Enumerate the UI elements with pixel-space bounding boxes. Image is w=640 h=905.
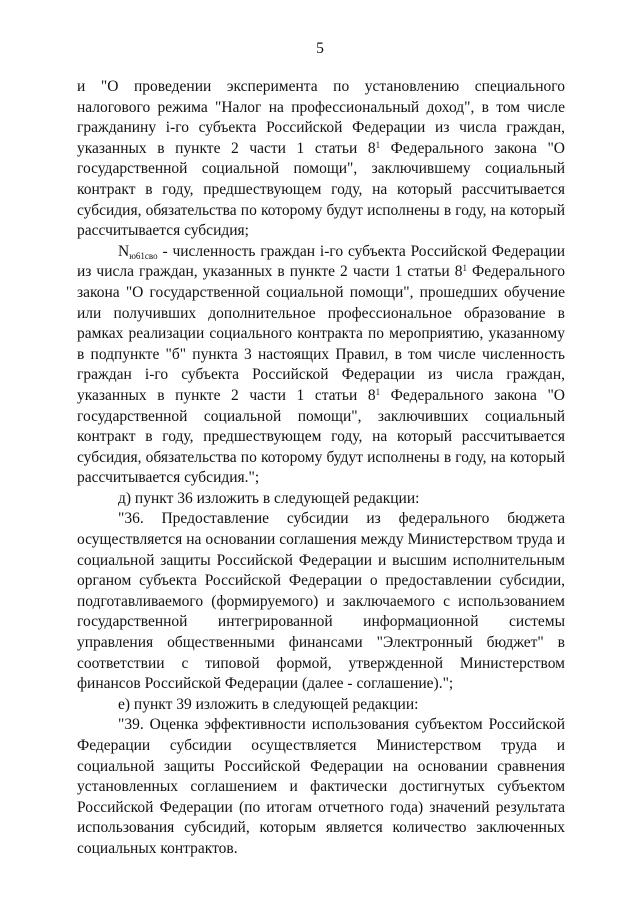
paragraph-text: и "О проведении эксперимента по установлению специального налогового режима "Налог на профессиональный доход", в том числе гражданину i-го субъекта Российской Федерации из числа граждан, указанных в пункте 2 части 1 статьи 8 <box>77 78 565 157</box>
document-body <box>77 77 565 860</box>
superscript: 1 <box>375 386 381 397</box>
paragraph-point-39: "39. Оценка эффективности использования субъектом Российской Федерации субсидии осуществляется Министерством труда и социальной защиты Российской Федерации на основании сравнения установленных соглашением и фактически достигнутых субъектом Российской Федерации (по итогам отчетного года) значений результата использования субсидий, которым является количество заключенных социальных контрактов. <box>77 716 565 857</box>
superscript: 1 <box>462 263 467 274</box>
paragraph-law-reference <box>77 77 565 242</box>
paragraph-point-36: "36. Предоставление субсидии из федерального бюджета осуществляется на основании соглашения между Министерством труда и социальной защиты Российской Федерации и высшим исполнительным органом субъекта Российской Федерации о предоставлении субсидии, подготавливаемого (формируемого) и заключаемого с использованием государственной интегрированной информационной системы управления общественными финансами "Электронный бюджет" в соответствии с типовой формой, утвержденной Министерством финансов Российской Федерации (далее - соглашение)."; <box>77 510 565 693</box>
variable-symbol: N <box>118 242 130 260</box>
paragraph-text: - численность граждан i-го субъекта Российской Федерации из числа граждан, указанных в пункте 2 части 1 статьи 8 <box>77 242 565 281</box>
variable-subscript: ю61сво <box>129 250 158 261</box>
superscript: 1 <box>375 139 381 150</box>
paragraph-amendment-e: е) пункт 39 изложить в следующей редакции: <box>118 695 419 713</box>
paragraph-amendment-d: д) пункт 36 изложить в следующей редакции: <box>118 489 420 507</box>
paragraph-text: Федерального закона "О государственной социальной помощи", прошедших обучение или получивших дополнительное профессиональное образование в рамках реализации социального контракта по мероприятию, указанному в подпункте "б" пункта 3 настоящих Правил, в том числе численность граждан i-го субъекта Российской Федерации из числа граждан, указанных в пункте 2 части 1 статьи 8 <box>77 263 565 404</box>
paragraph-text: Федерального закона "О государственной социальной помощи", заключивших социальный контракт в году, предшествующем году, на который рассчитывается субсидия, обязательства по которому будут исполнены в году, на который рассчитывается субсидия."; <box>77 386 565 487</box>
paragraph-text: Федерального закона "О государственной социальной помощи", заключившему социальный контракт в году, предшествующем году, на который рассчитывается субсидия, обязательства по которому будут исполнены в году, на который рассчитывается субсидия; <box>77 139 565 240</box>
page-number: 5 <box>316 40 324 57</box>
paragraph-variable-definition <box>77 242 565 489</box>
